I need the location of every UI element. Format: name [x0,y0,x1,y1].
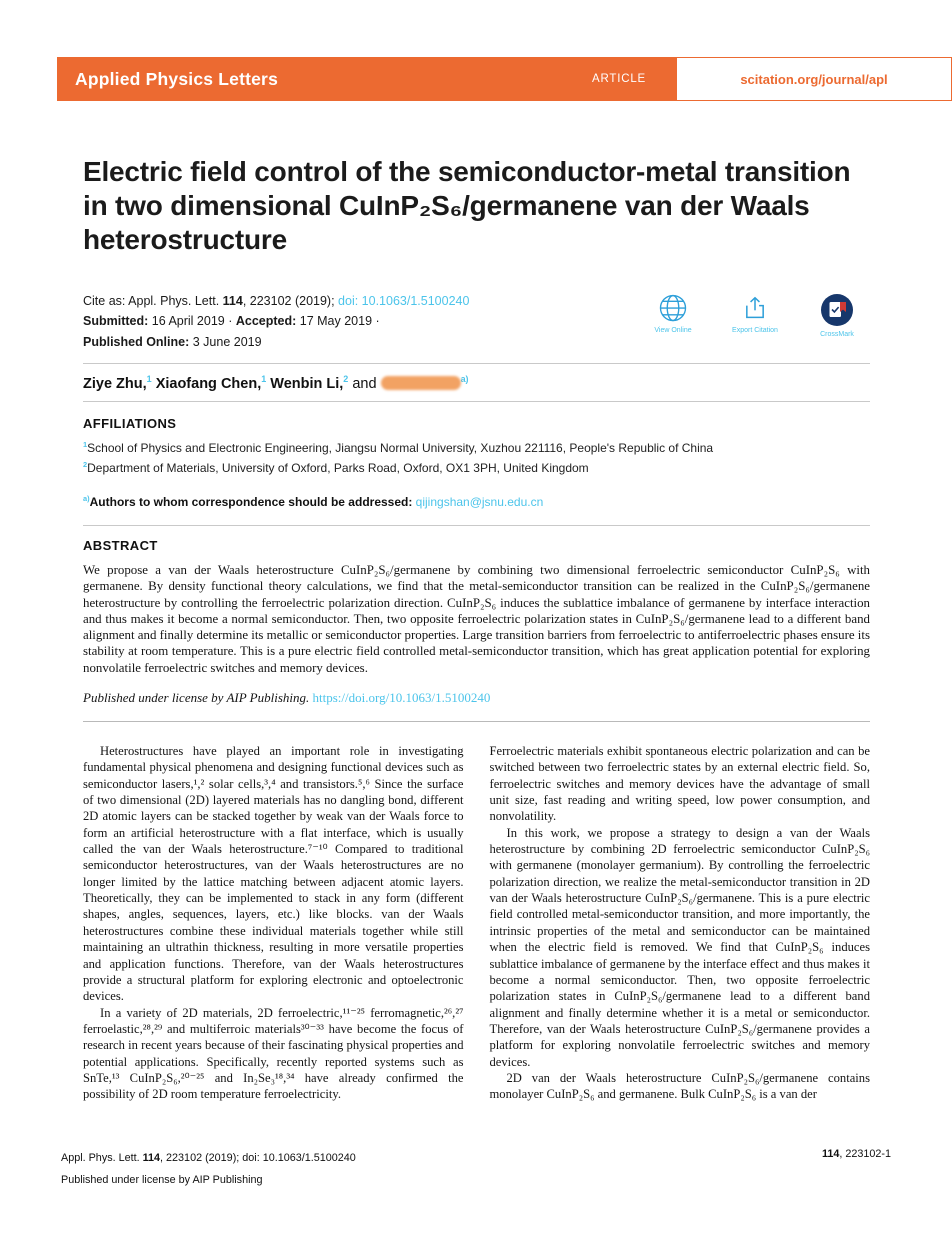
doi-link[interactable]: doi: 10.1063/1.5100240 [338,293,470,308]
author-3 [270,373,349,392]
crossmark-icon [820,293,854,327]
author-1-name: Ziye Zhu, [83,375,147,392]
abstract-text: We propose a van der Waals heterostructure CuInP₂S₆/germanene by combining two dimensional ferroelectric semiconductor CuInP₂S₆ with germanene. By density functional theory calculations, we find that the metal-semiconductor transition can be realized in the CuInP₂S₆/germanene heterostructure by controlling the ferroelectric polarization direction. CuInP₂S₆ induces the sublattice imbalance of germanene by interface interaction and thus makes it become a normal semiconductor. Then, two opposite ferroelectric polarization states in CuInP₂S₆/germanene lead to a different band alignment and finally determine its metallic or semiconductor properties. Large transition barriers from ferroelectric to antiferroelectric phases ensure its stability at room temperature. This is a pure electric field controlled metal-semiconductor transition, which has great application potential for exploring nonvolatile ferroelectric switches and memory devices. [83,563,870,675]
author-2 [155,373,267,392]
submitted-date: 16 April 2019 · [148,314,236,329]
page-footer [61,1148,891,1191]
affiliation-2-text: Department of Materials, University of Oxford, Parks Road, Oxford, OX1 3PH, United Kingdom [87,461,589,476]
paper-title: Electric field control of the semiconductor-metal transition in two dimensional CuInP₂S₆/germanene van der Waals heterostructure [83,156,851,255]
body-right-column [490,743,871,1103]
journal-url-text: scitation.org/journal/apl [740,71,888,87]
cite-suffix: , 223102 (2019); [242,293,339,308]
journal-header-bar [57,57,952,101]
affiliation-1-text: School of Physics and Electronic Engineering, Jiangsu Normal University, Xuzhou 221116, People's Republic of China [87,440,714,455]
affiliation-item [83,439,870,458]
body-left-column [83,743,464,1103]
paragraph: Ferroelectric materials exhibit spontaneous electric polarization and can be switched between two ferroelectric states by an external electric field. So, ferroelectric switches and memory devices have the advantage of small unit size, fast reading and writing speed, low power consumption, and nonvolatility. [489,743,870,824]
correspondence-email-link[interactable]: qijingshan@jsnu.edu.cn [415,495,544,510]
export-citation-button[interactable] [722,293,788,334]
divider [83,401,870,402]
export-citation-icon [741,293,769,323]
article-badges [640,293,870,338]
abstract-section [83,538,870,706]
accepted-date: 17 May 2019 · [296,314,380,329]
abstract-heading: ABSTRACT [83,538,158,554]
footer-cite-prefix: Appl. Phys. Lett. [61,1152,143,1164]
paragraph: In this work, we propose a strategy to design a van der Waals heterostructure by combining 2D ferroelectric semiconductor CuInP₂S₆ with germanene (monolayer germanium). By controlling the ferroelectric polarization direction, we realize the metal-semiconductor transition in 2D van der Waals heterostructure CuInP₂S₆/germanene. This is a pure electric field controlled metal-semiconductor transition, and more importantly, the intrinsic properties of the metal and semiconductor can be maintained when the electric field is removed. We find that CuInP₂S₆ induces sublattice imbalance of germanene by the interface effect and thus makes it become a normal semiconductor. Then, two opposite ferroelectric polarization states in CuInP₂S₆/germanene lead to a different band alignment and finally determine whether it is a metal or semiconductor. Therefore, van der Waals heterostructure CuInP₂S₆/germanene provides a platform for exploring nonvolatile ferroelectric switches and memory devices. [489,825,870,1069]
footer-cite-line [61,1148,356,1170]
divider [83,721,870,722]
license-line [83,690,870,706]
article-type-label [592,73,646,85]
footer-license-line: Published under license by AIP Publishing [61,1173,263,1186]
article-type-text: ARTICLE [592,73,646,85]
globe-icon [658,293,688,323]
author-3-name: Wenbin Li, [270,375,344,392]
author-2-affiliation-sup: 1 [261,373,267,384]
author-list [83,364,870,401]
cite-as-line [83,291,469,312]
journal-url-link[interactable] [676,57,952,101]
published-date: 3 June 2019 [189,335,262,350]
accepted-label: Accepted: [235,314,297,329]
affiliation-item [83,459,870,478]
affiliations-section [83,416,870,509]
submitted-label: Submitted: [83,314,149,329]
published-line [83,332,469,353]
author-3-affiliation-sup: 2 [343,373,349,384]
footer-cite-volume: 114 [142,1152,161,1164]
footer-page: , 223102-1 [839,1148,891,1160]
author-1-affiliation-sup: 1 [146,373,152,384]
view-online-button[interactable] [640,293,706,334]
published-label: Published Online: [83,335,190,350]
correspondence-label: Authors to whom correspondence should be addressed: [89,495,416,510]
paragraph: Heterostructures have played an important role in investigating fundamental physical phenomena and designing functional devices such as semiconductor lasers,¹,² solar cells,³,⁴ and transistors.⁵,⁶ Since the surface of two dimensional (2D) layered materials has no dangling bond, different 2D atomic layers can be stacked together by weak van der Waals force to form an artificial heterostructure with a flat interface, which is usually called the van der Waals heterostructure.⁷⁻¹⁰ Compared to traditional semiconductor heterostructures, van der Waals heterostructures are no longer limited by the lattice matching between adjacent atomic layers. Theoretically, they can be implemented to stack in any form (different shapes, angles, sequences, layers, etc.) like blocks. van der Waals heterostructures combine these individual materials together while still maintaining an ultrathin thickness, resulting in more versatile properties and application functions. Therefore, van der Waals heterostructures provide a structural platform for exploring electronic and optoelectronic devices. [83,743,464,1004]
crossmark-button[interactable] [804,293,870,338]
body-text [83,743,870,1103]
author-2-name: Xiaofang Chen, [155,375,262,392]
license-doi-link[interactable]: https://doi.org/10.1063/1.5100240 [312,689,491,705]
paragraph: In a variety of 2D materials, 2D ferroelectric,¹¹⁻²⁵ ferromagnetic,²⁶,²⁷ ferroelastic,²⁸,²⁹ and multiferroic materials³⁰⁻³³ have become the focus of research in recent years because of their fascinating physical properties and potential applications. Specifically, recently reported systems such as SnTe,¹³ CuInP₂S₆,²⁰⁻²⁵ and In₂Se₃¹⁸,³⁴ have already confirmed the possibility of 2D room temperature ferroelectricity. [83,1005,464,1102]
divider [83,525,870,526]
footer-page-number [822,1148,891,1160]
license-text: Published under license by AIP Publishing. [83,689,310,705]
affiliation-2-sup: 2 [83,460,88,470]
correspondence-sup: a) [83,494,90,504]
submitted-accepted-line [83,311,469,332]
footer-citation [61,1148,356,1191]
affiliations-heading: AFFILIATIONS [83,415,177,431]
citation-block [83,291,870,353]
author-1 [83,373,152,392]
paragraph: 2D van der Waals heterostructure CuInP₂S₆/germanene contains monolayer CuInP₂S₆ and germanene. Bulk CuInP₂S₆ is a van der [489,1071,870,1102]
correspondence-note [83,494,870,509]
corresponding-author-sup: a) [460,373,469,384]
footer-volume: 114 [821,1148,840,1160]
and-label: and [352,375,377,392]
affiliation-1-sup: 1 [83,439,88,449]
export-citation-label: Export Citation [732,326,778,334]
citation-lines [83,291,469,353]
paper-content [0,155,952,1103]
cite-prefix: Cite as: Appl. Phys. Lett. [83,293,223,308]
crossmark-label: CrossMark [820,330,854,338]
cite-volume: 114 [222,293,243,308]
footer-cite-suffix: , 223102 (2019); doi: 10.1063/1.5100240 [160,1152,356,1164]
redacted-author-name [381,376,461,390]
view-online-label: View Online [654,326,692,334]
journal-name: Applied Physics Letters [75,68,278,89]
